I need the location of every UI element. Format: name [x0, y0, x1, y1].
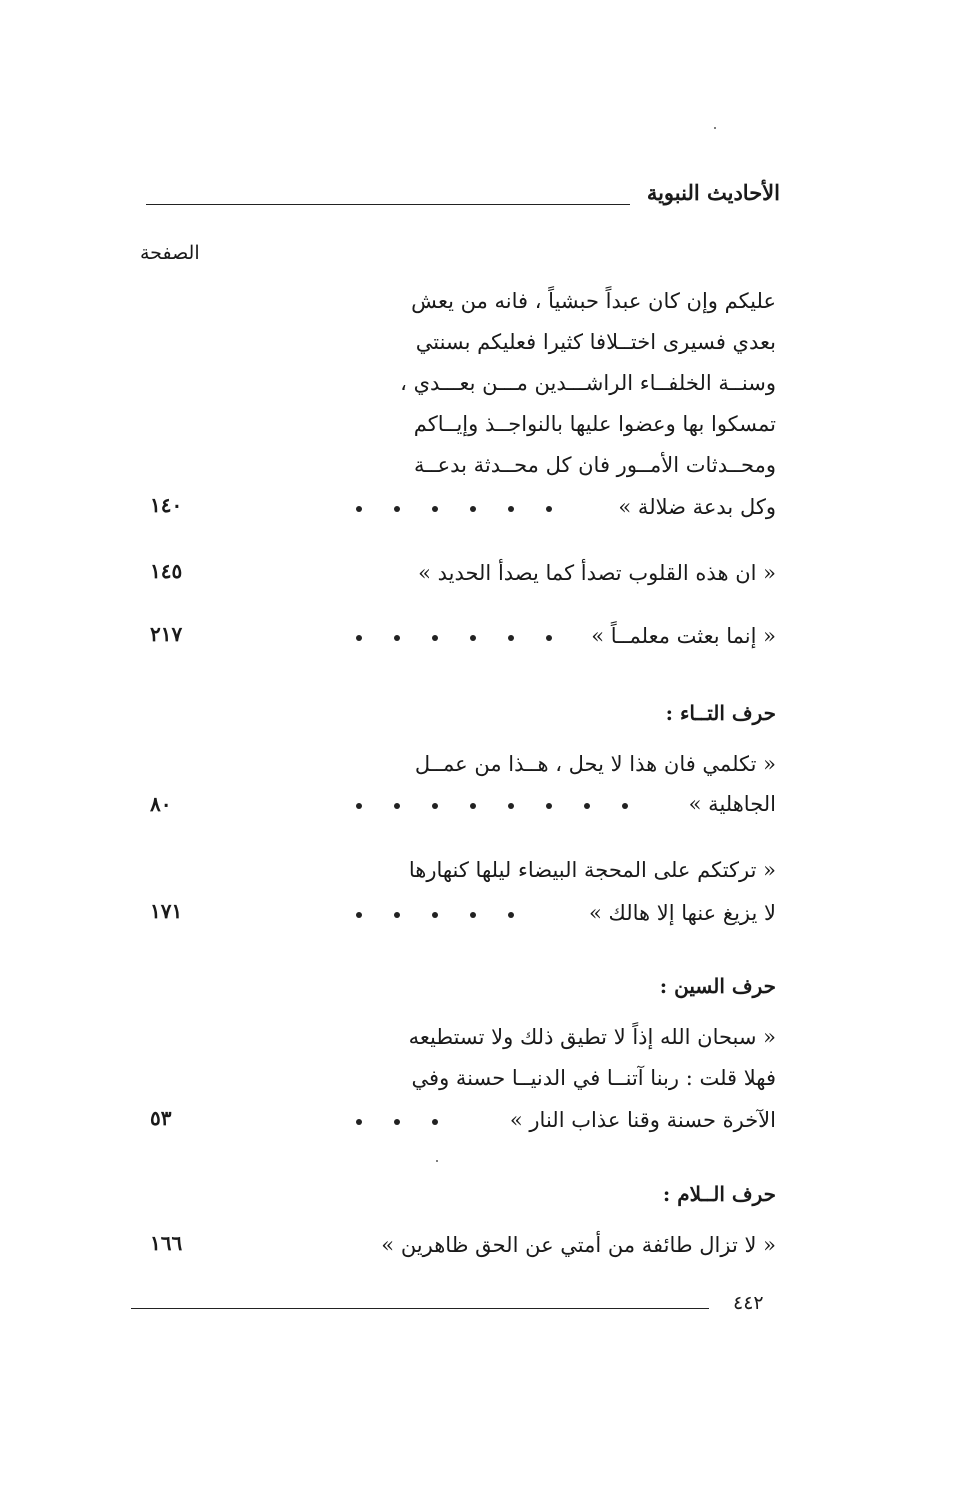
dot-leader — [340, 635, 568, 641]
hadith-line: الآخرة حسنة وقنا عذاب النار » — [509, 1108, 776, 1132]
page-reference: ١٤٥ — [150, 559, 183, 583]
footer-rule — [131, 1308, 709, 1309]
page-reference: ٢١٧ — [150, 622, 183, 646]
header-rule — [146, 204, 630, 205]
hadith-line: عليكم وإن كان عبداً حبشياً ، فانه من يعش — [411, 289, 776, 313]
hadith-line: وسنــة الخلفــاء الراشـــدين مـــن بعـــدي ، — [400, 371, 776, 395]
section-heading: حرف الــلام : — [662, 1182, 776, 1206]
section-heading: حرف التــاء : — [665, 701, 776, 725]
page-number: ٤٤٢ — [733, 1292, 764, 1314]
hadith-line: « لا تزال طائفة من أمتي عن الحق ظاهرين » — [381, 1233, 776, 1257]
scan-speck — [714, 127, 716, 129]
hadith-line: بعدي فسيرى اختــلافا كثيرا فعليكم بسنتي — [415, 330, 776, 354]
hadith-line: « سبحان الله إذاً لا تطيق ذلك ولا تستطيعه — [408, 1025, 776, 1049]
dot-leader — [340, 506, 568, 512]
hadith-line: فهلا قلت : ربنا آتنــا في الدنيــا حسنة وفي — [411, 1066, 776, 1090]
hadith-line: « تركتكم على المحجة البيضاء ليلها كنهارها — [408, 858, 776, 882]
page-reference: ١٧١ — [150, 899, 183, 923]
section-heading: حرف السين : — [659, 974, 776, 998]
dot-leader — [340, 803, 644, 809]
page-reference: ٥٣ — [150, 1106, 172, 1130]
hadith-line: وكل بدعة ضلالة » — [618, 495, 776, 519]
hadith-line: تمسكوا بها وعضوا عليها بالنواجــذ وإيــاكم — [413, 412, 776, 436]
page-reference: ١٦٦ — [150, 1231, 183, 1255]
hadith-line: لا يزيغ عنها إلا هالك » — [589, 901, 776, 925]
hadith-line: ومحــدثات الأمــور فان كل محــدثة بدعــة — [414, 453, 776, 477]
hadith-line: « تكلمي فان هذا لا يحل ، هــذا من عمــل — [414, 752, 776, 776]
hadith-line: « ان هذه القلوب تصدأ كما يصدأ الحديد » — [418, 561, 776, 585]
hadith-line: « إنما بعثت معلمــاً » — [591, 624, 776, 648]
scan-speck — [436, 1160, 438, 1162]
dot-leader — [340, 1119, 454, 1125]
page-column-label: الصفحة — [140, 242, 200, 264]
dot-leader — [340, 912, 530, 918]
hadith-line: الجاهلية » — [688, 792, 776, 816]
running-header-title: الأحاديث النبوية — [646, 180, 780, 205]
page-reference: ١٤٠ — [150, 493, 183, 517]
page-reference: ٨٠ — [150, 792, 172, 816]
